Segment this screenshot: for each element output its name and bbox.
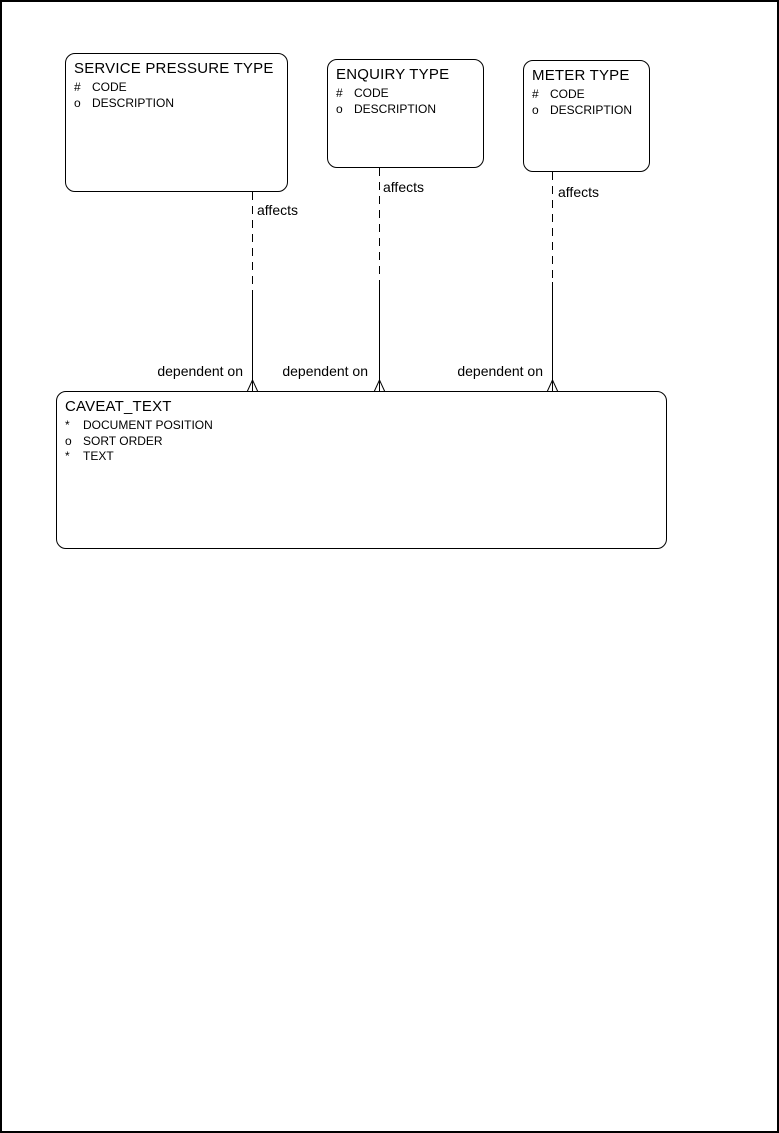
- entity-caveat-text[interactable]: [56, 391, 667, 549]
- attribute-prefix: o: [336, 101, 343, 116]
- attribute-list: [74, 80, 279, 111]
- attribute-row: [74, 80, 279, 96]
- attribute-row: [65, 418, 658, 434]
- relationship-label-affects-2: affects: [383, 179, 424, 195]
- entity-title: CAVEAT_TEXT: [65, 398, 172, 415]
- relationship-label-dependent-on-1: dependent on: [157, 363, 243, 379]
- relationship-label-dependent-on-2: dependent on: [282, 363, 368, 379]
- attribute-name: DOCUMENT POSITION: [83, 418, 213, 432]
- attribute-row: [74, 96, 279, 112]
- attribute-prefix: #: [336, 86, 343, 100]
- attribute-name: SORT ORDER: [83, 433, 163, 448]
- attribute-prefix: *: [65, 418, 70, 432]
- attribute-name: CODE: [550, 87, 585, 101]
- entity-title: METER TYPE: [532, 67, 630, 84]
- attribute-name: DESCRIPTION: [354, 101, 437, 116]
- attribute-row: [65, 449, 658, 465]
- attribute-name: DESCRIPTION: [92, 95, 175, 110]
- relationship-line-service-pressure-type-caveat-text: [247, 192, 258, 392]
- attribute-row: [532, 87, 641, 103]
- attribute-row: [336, 102, 475, 118]
- entity-enquiry-type[interactable]: [327, 59, 484, 168]
- attribute-name: TEXT: [83, 449, 114, 463]
- relationship-label-affects-1: affects: [257, 202, 298, 218]
- attribute-list: [532, 87, 641, 118]
- attribute-prefix: #: [74, 80, 81, 94]
- attribute-prefix: o: [65, 433, 72, 448]
- attribute-name: CODE: [354, 86, 389, 100]
- relationship-line-enquiry-type-caveat-text: [374, 168, 385, 392]
- attribute-prefix: #: [532, 87, 539, 101]
- entity-title: SERVICE PRESSURE TYPE: [74, 60, 274, 77]
- attribute-name: CODE: [92, 80, 127, 94]
- attribute-list: [336, 86, 475, 117]
- attribute-prefix: o: [532, 102, 539, 117]
- entity-title: ENQUIRY TYPE: [336, 66, 450, 83]
- attribute-list: [65, 418, 658, 465]
- attribute-prefix: *: [65, 449, 70, 463]
- attribute-row: [336, 86, 475, 102]
- relationship-label-dependent-on-3: dependent on: [457, 363, 543, 379]
- relationship-label-affects-3: affects: [558, 184, 599, 200]
- entity-meter-type[interactable]: [523, 60, 650, 172]
- attribute-row: [532, 103, 641, 119]
- relationship-line-meter-type-caveat-text: [547, 172, 558, 392]
- attribute-prefix: o: [74, 95, 81, 110]
- entity-service-pressure-type[interactable]: [65, 53, 288, 192]
- attribute-row: [65, 434, 658, 450]
- attribute-name: DESCRIPTION: [550, 102, 633, 117]
